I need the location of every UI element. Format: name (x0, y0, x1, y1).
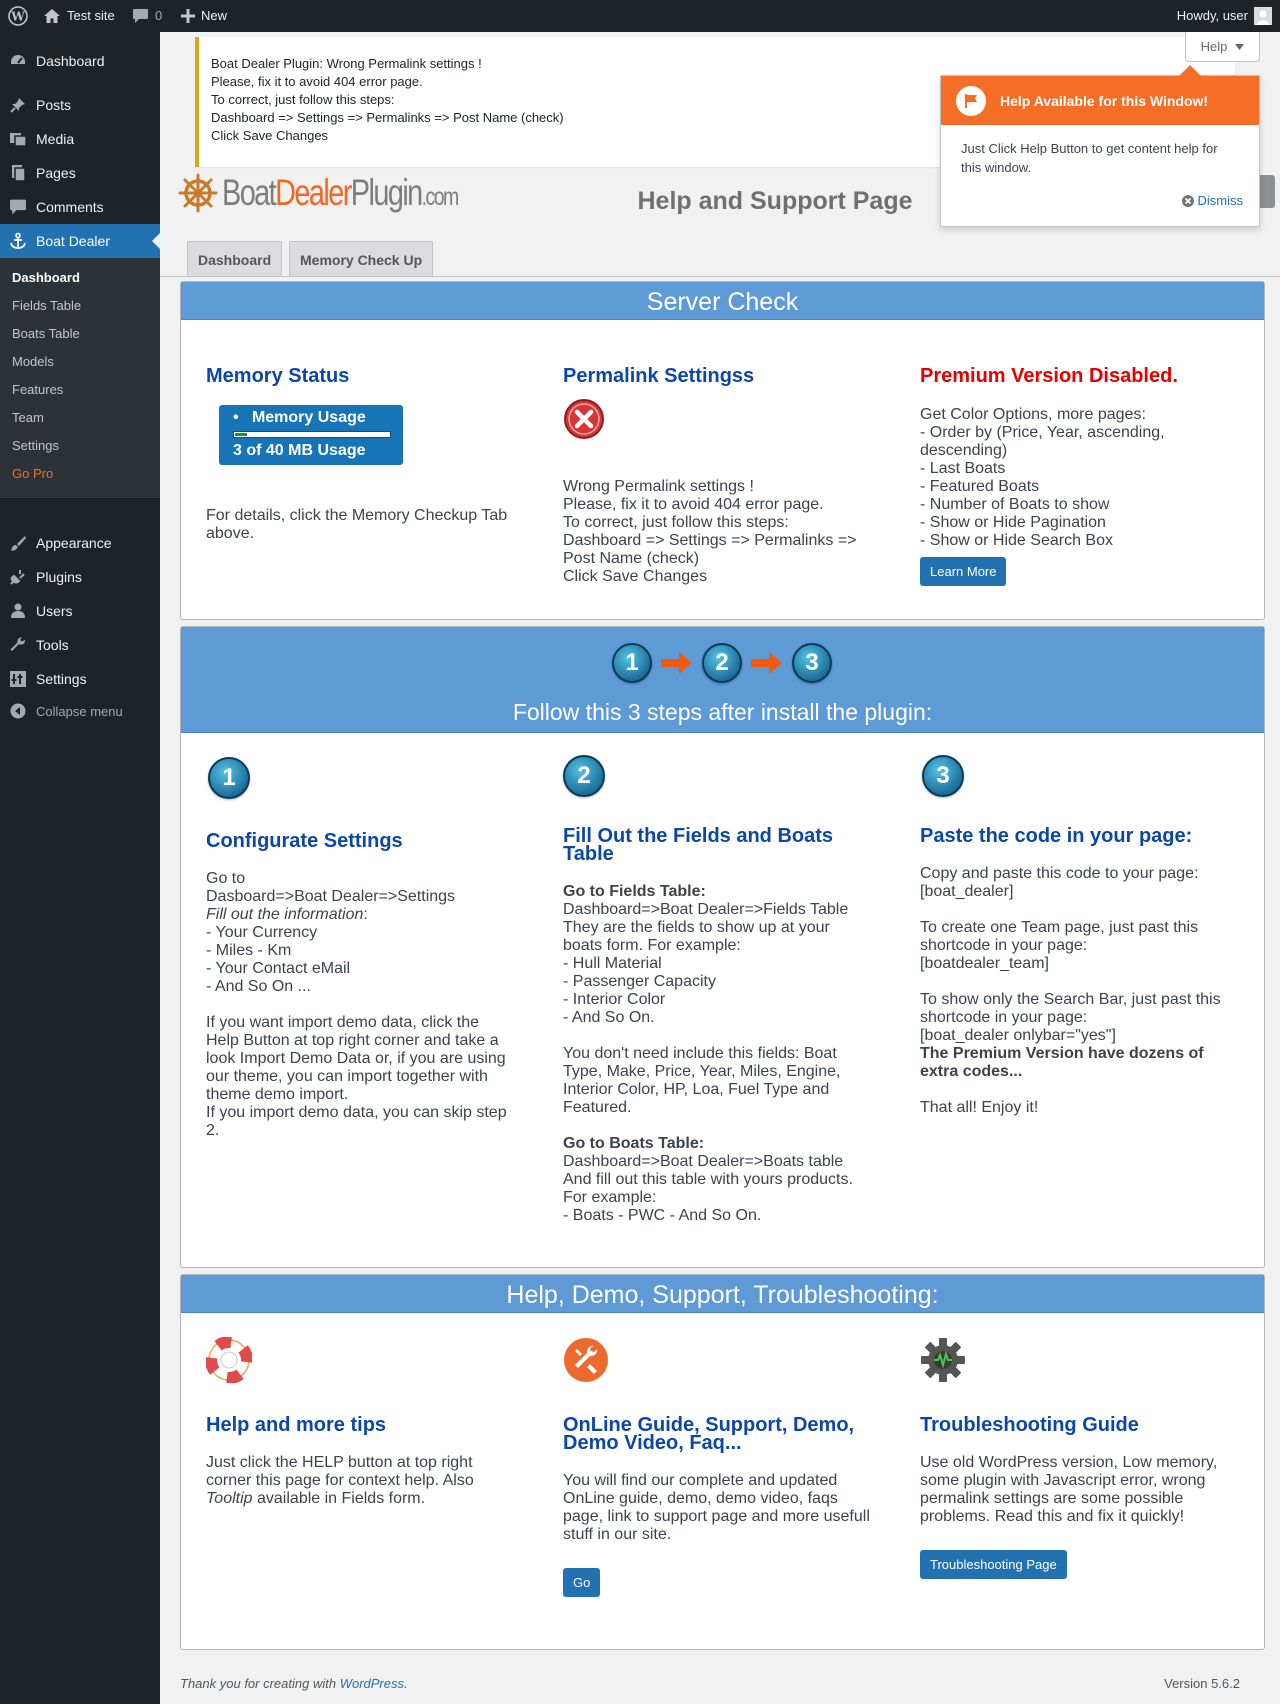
pointer-title: Help Available for this Window! (1000, 92, 1209, 109)
tabs-divider (160, 276, 1280, 277)
premium-features-list (920, 406, 1230, 550)
troubleshooting-heading: Troubleshooting Guide (920, 1414, 1139, 1436)
memory-usage-text: 3 of 40 MB Usage (233, 442, 366, 459)
permalink-line: To correct, just follow this steps: (563, 514, 789, 531)
comments-count: 0 (155, 8, 163, 23)
step-3-text (920, 865, 1240, 1117)
my-account[interactable] (1177, 0, 1272, 32)
plus-icon (181, 9, 195, 23)
online-guide-heading-line: OnLine Guide, Support, Demo, (563, 1414, 855, 1436)
home-icon (43, 8, 61, 24)
step-line: To show only the Search Bar, just past this (920, 991, 1221, 1008)
logo-part: Dealer (275, 172, 351, 213)
troubleshooting-column (920, 1337, 1240, 1579)
step-1-icon: 1 (208, 757, 250, 799)
step-2-text (563, 883, 883, 1225)
premium-heading: Premium Version Disabled. (920, 365, 1178, 387)
permalink-message (563, 478, 873, 586)
step-line: look Import Demo Data or, if you are using (206, 1050, 506, 1067)
install-steps-panel (180, 626, 1265, 1268)
help-line: corner this page for context help. Also (206, 1472, 474, 1489)
avatar-icon (1254, 7, 1272, 25)
boat-dealer-logo (178, 168, 524, 218)
online-guide-heading (563, 1416, 883, 1452)
help-line-rest: available in Fields form. (252, 1490, 426, 1507)
dashboard-icon (0, 52, 36, 70)
hidden-grey-button[interactable] (1260, 175, 1275, 208)
lifebuoy-icon (206, 1337, 526, 1388)
step-line: Go to (206, 870, 246, 887)
admin-footer (180, 1676, 1260, 1691)
users-icon (0, 602, 36, 620)
flag-icon (956, 86, 986, 116)
step-line: - And So On. (563, 1009, 655, 1026)
help-line: You will find our complete and updated (563, 1472, 838, 1489)
premium-line: - Number of Boats to show (920, 496, 1110, 513)
sidebar-item-comments[interactable]: Comments (0, 190, 160, 224)
help-line: OnLine guide, demo, demo video, faqs (563, 1490, 838, 1507)
sidebar-item-users[interactable]: Users (0, 594, 160, 628)
notice-line: Dashboard => Settings => Permalinks => Post Name (check) (211, 110, 564, 125)
steps-header (181, 627, 1264, 733)
plugin-icon (0, 568, 36, 586)
step-line: You don't need include this fields: Boat (563, 1045, 837, 1062)
submenu-item-team[interactable]: Team (12, 410, 44, 425)
troubleshooting-text (920, 1454, 1240, 1526)
step-line: They are the fields to show up at your (563, 919, 830, 936)
step-bold-line: extra codes... (920, 1063, 1023, 1080)
learn-more-button[interactable]: Learn More (920, 557, 1006, 586)
sidebar-item-posts[interactable]: Posts (0, 88, 160, 122)
step-3-heading: Paste the code in your page: (920, 825, 1193, 847)
boat-dealer-submenu (0, 258, 160, 498)
step-line: If you want import demo data, click the (206, 1014, 480, 1031)
step-line (206, 906, 526, 924)
sidebar-item-boat-dealer[interactable]: Boat Dealer (0, 224, 160, 258)
sidebar-item-pages[interactable]: Pages (0, 156, 160, 190)
step-line: Type, Make, Price, Year, Miles, Engine, (563, 1063, 841, 1080)
logo-part: Boat (222, 172, 276, 213)
footer-version: Version 5.6.2 (1164, 1676, 1240, 1691)
error-icon (563, 398, 873, 445)
submenu-item-dashboard[interactable]: Dashboard (12, 270, 80, 285)
sidebar-item-tools[interactable]: Tools (0, 628, 160, 662)
server-check-panel (180, 281, 1265, 620)
step-3-column (920, 755, 1240, 1117)
step-line: Dashboard=>Boat Dealer=>Boats table (563, 1153, 844, 1170)
permalink-line: Post Name (check) (563, 550, 700, 567)
ship-wheel-icon (178, 173, 218, 213)
step-italic: Fill out the information (206, 906, 364, 923)
step-2-heading-line: Fill Out the Fields and Boats (563, 825, 834, 847)
submenu-item-features[interactable]: Features (12, 382, 64, 397)
premium-line: descending) (920, 442, 1008, 459)
logo-part: Plugin (350, 172, 422, 213)
arrow-right-icon (751, 651, 783, 675)
sidebar-item-dashboard[interactable]: Dashboard (0, 44, 160, 78)
submenu-item-models[interactable]: Models (12, 354, 54, 369)
step-1-column (206, 757, 526, 1140)
step-line: theme demo import. (206, 1086, 349, 1103)
help-tips-text (206, 1454, 526, 1508)
step-bold-line: Go to Boats Table: (563, 1135, 705, 1152)
page-title: Help and Support Page (637, 187, 913, 215)
pointer-header (941, 76, 1259, 125)
sidebar-item-media[interactable]: Media (0, 122, 160, 156)
step-line: Featured. (563, 1099, 632, 1116)
step-2-icon: 2 (563, 755, 605, 797)
step-line: - Your Currency (206, 924, 318, 941)
footer-thanks (180, 1676, 408, 1691)
caret-down-icon (1235, 44, 1244, 50)
help-tips-column (206, 1337, 526, 1508)
memory-status-heading: Memory Status (206, 365, 350, 387)
step-3-icon: 3 (922, 755, 964, 797)
logo-wordmark (222, 172, 458, 214)
footer-dot: . (404, 1676, 408, 1691)
memory-status-column (206, 367, 516, 385)
steps-title: Follow this 3 steps after install the plugin: (512, 699, 933, 725)
submenu-item-settings[interactable]: Settings (12, 438, 59, 453)
new-label: New (201, 8, 228, 23)
dismiss-label: Dismiss (1197, 193, 1243, 208)
step-line: Dasboard=>Boat Dealer=>Settings (206, 888, 456, 905)
step-line: For example: (563, 1189, 657, 1206)
notice-line: Boat Dealer Plugin: Wrong Permalink settings ! (211, 56, 482, 71)
online-guide-heading-line: Demo Video, Faq... (563, 1432, 742, 1454)
memory-usage-fill (235, 433, 247, 436)
step-3-badge: 3 (792, 643, 832, 683)
comment-icon (132, 8, 149, 24)
admin-sidebar (0, 32, 160, 1704)
step-line: That all! Enjoy it! (920, 1099, 1039, 1116)
tab-label: Memory Check Up (300, 251, 423, 268)
go-button[interactable]: Go (563, 1568, 600, 1597)
step-line: To create one Team page, just past this (920, 919, 1199, 936)
step-1-heading: Configurate Settings (206, 830, 403, 852)
notice-line: To correct, just follow this steps: (211, 92, 395, 107)
step-2-column (563, 755, 883, 1225)
step-line: shortcode in your page: (920, 1009, 1088, 1026)
comment-icon (0, 198, 36, 216)
help-line: permalink settings are some possible (920, 1490, 1184, 1507)
wrench-icon (0, 636, 36, 654)
step-1-badge: 1 (612, 643, 652, 683)
premium-line: - Last Boats (920, 460, 1006, 477)
help-demo-support-panel (180, 1274, 1265, 1650)
help-line: problems. Read this and fix it quickly! (920, 1508, 1185, 1525)
help-pointer-popup (940, 75, 1260, 227)
permalink-line: Please, fix it to avoid 404 error page. (563, 496, 824, 513)
memory-usage-box (219, 405, 403, 465)
premium-line: - Show or Hide Search Box (920, 532, 1113, 549)
memory-details-text: For details, click the Memory Checkup Tab above. (206, 507, 508, 542)
step-line: And fill out this table with yours products. (563, 1171, 853, 1188)
step-line: shortcode in your page: (920, 937, 1088, 954)
premium-column (920, 367, 1230, 586)
memory-usage-bar (233, 431, 391, 438)
tab-memory-check-up[interactable] (289, 241, 433, 277)
help-tab-label: Help (1200, 39, 1228, 54)
premium-line: - Show or Hide Pagination (920, 514, 1106, 531)
help-line (206, 1490, 526, 1508)
howdy-text: Howdy, user (1176, 8, 1248, 23)
pin-icon (0, 96, 36, 114)
premium-line: - Order by (Price, Year, ascending, (920, 424, 1165, 441)
troubleshooting-page-button[interactable]: Troubleshooting Page (920, 1550, 1067, 1579)
submenu-item-boats-table[interactable]: Boats Table (12, 326, 80, 341)
premium-line: Get Color Options, more pages: (920, 406, 1146, 423)
notice-line: Click Save Changes (211, 128, 329, 143)
step-line: Copy and paste this code to your page: (920, 865, 1199, 882)
pointer-body: Just Click Help Button to get content help for this window. (961, 141, 1218, 175)
online-guide-text (563, 1472, 883, 1544)
footer-thanks-text: Thank you for creating with (180, 1676, 340, 1691)
panel-title: Server Check (181, 282, 1264, 320)
step-line: - Passenger Capacity (563, 973, 716, 990)
permalink-line: Dashboard => Settings => Permalinks => (563, 532, 857, 549)
media-icon (0, 130, 36, 148)
svg-text:W: W (11, 9, 25, 24)
permalink-line: Click Save Changes (563, 568, 708, 585)
brush-icon (0, 534, 36, 552)
step-line: - Hull Material (563, 955, 662, 972)
memory-usage-title: • Memory Usage (233, 409, 366, 426)
online-guide-column (563, 1337, 883, 1597)
step-line: Dashboard=>Boat Dealer=>Fields Table (563, 901, 849, 918)
step-line: [boat_dealer onlybar="yes"] (920, 1027, 1116, 1044)
step-1-text (206, 870, 526, 1140)
permalink-column (563, 367, 873, 586)
settings-icon (0, 670, 36, 688)
step-line: - Your Contact eMail (206, 960, 351, 977)
step-line: Interior Color, HP, Loa, Fuel Type and (563, 1081, 830, 1098)
help-line: stuff in our site. (563, 1526, 672, 1543)
step-2-heading (563, 827, 883, 863)
help-tab-button[interactable] (1185, 32, 1260, 62)
sidebar-item-settings[interactable]: Settings (0, 662, 160, 696)
help-line: Just click the HELP button at top right (206, 1454, 473, 1471)
step-bold-line: The Premium Version have dozens of (920, 1045, 1204, 1062)
anchor-icon (0, 232, 36, 250)
submenu-item-fields-table[interactable]: Fields Table (12, 298, 82, 313)
new-content-link[interactable] (181, 0, 227, 32)
step-line: 2. (206, 1122, 220, 1139)
step-line: [boat_dealer] (920, 883, 1014, 900)
close-circle-icon (1182, 195, 1194, 207)
permalink-line: Wrong Permalink settings ! (563, 478, 754, 495)
panel-title: Help, Demo, Support, Troubleshooting: (181, 1275, 1264, 1313)
step-line: [boatdealer_team] (920, 955, 1049, 972)
permalink-heading: Permalink Settingss (563, 365, 755, 387)
wordpress-link[interactable]: WordPress (339, 1676, 404, 1691)
step-line: - Interior Color (563, 991, 666, 1008)
site-name: Test site (67, 8, 115, 23)
step-line: our theme, you can import together with (206, 1068, 488, 1085)
step-line: Help Button at top right corner and take a (206, 1032, 499, 1049)
tab-dashboard[interactable] (187, 241, 282, 277)
step-line: - And So On ... (206, 978, 311, 995)
site-name-link[interactable] (43, 0, 115, 32)
help-line: Use old WordPress version, Low memory, (920, 1454, 1218, 1471)
help-line: page, link to support page and more usefull (563, 1508, 870, 1525)
sidebar-item-plugins[interactable]: Plugins (0, 560, 160, 594)
sidebar-item-appearance[interactable]: Appearance (0, 526, 160, 560)
help-tips-heading: Help and more tips (206, 1414, 387, 1436)
comments-link[interactable] (132, 0, 162, 32)
tools-icon (563, 1337, 883, 1388)
admin-bar (0, 0, 1280, 32)
steps-sequence (612, 643, 832, 683)
step-line: boats form. For example: (563, 937, 741, 954)
step-line: - Boats - PWC - And So On. (563, 1207, 762, 1224)
step-line: If you import demo data, you can skip step (206, 1104, 507, 1121)
step-colon: : (363, 906, 368, 923)
collapse-icon (0, 703, 36, 719)
notice-line: Please, fix it to avoid 404 error page. (211, 74, 423, 89)
tab-label: Dashboard (198, 251, 272, 268)
premium-line: - Featured Boats (920, 478, 1040, 495)
help-line: some plugin with Javascript error, wrong (920, 1472, 1206, 1489)
gear-pulse-icon (920, 1337, 1240, 1388)
collapse-menu-button[interactable]: Collapse menu (0, 694, 160, 728)
pages-icon (0, 164, 36, 182)
wordpress-logo-icon[interactable] (8, 0, 28, 32)
step-line: - Miles - Km (206, 942, 292, 959)
step-2-heading-line: Table (563, 843, 614, 865)
submenu-item-go-pro[interactable]: Go Pro (12, 466, 54, 481)
pointer-dismiss-link[interactable] (1182, 193, 1244, 208)
step-2-badge: 2 (702, 643, 742, 683)
step-bold-line: Go to Fields Table: (563, 883, 706, 900)
logo-part: .com (421, 183, 458, 211)
tooltip-italic: Tooltip (206, 1490, 253, 1507)
arrow-right-icon (661, 651, 693, 675)
memory-usage-label: Memory Usage (251, 409, 366, 426)
